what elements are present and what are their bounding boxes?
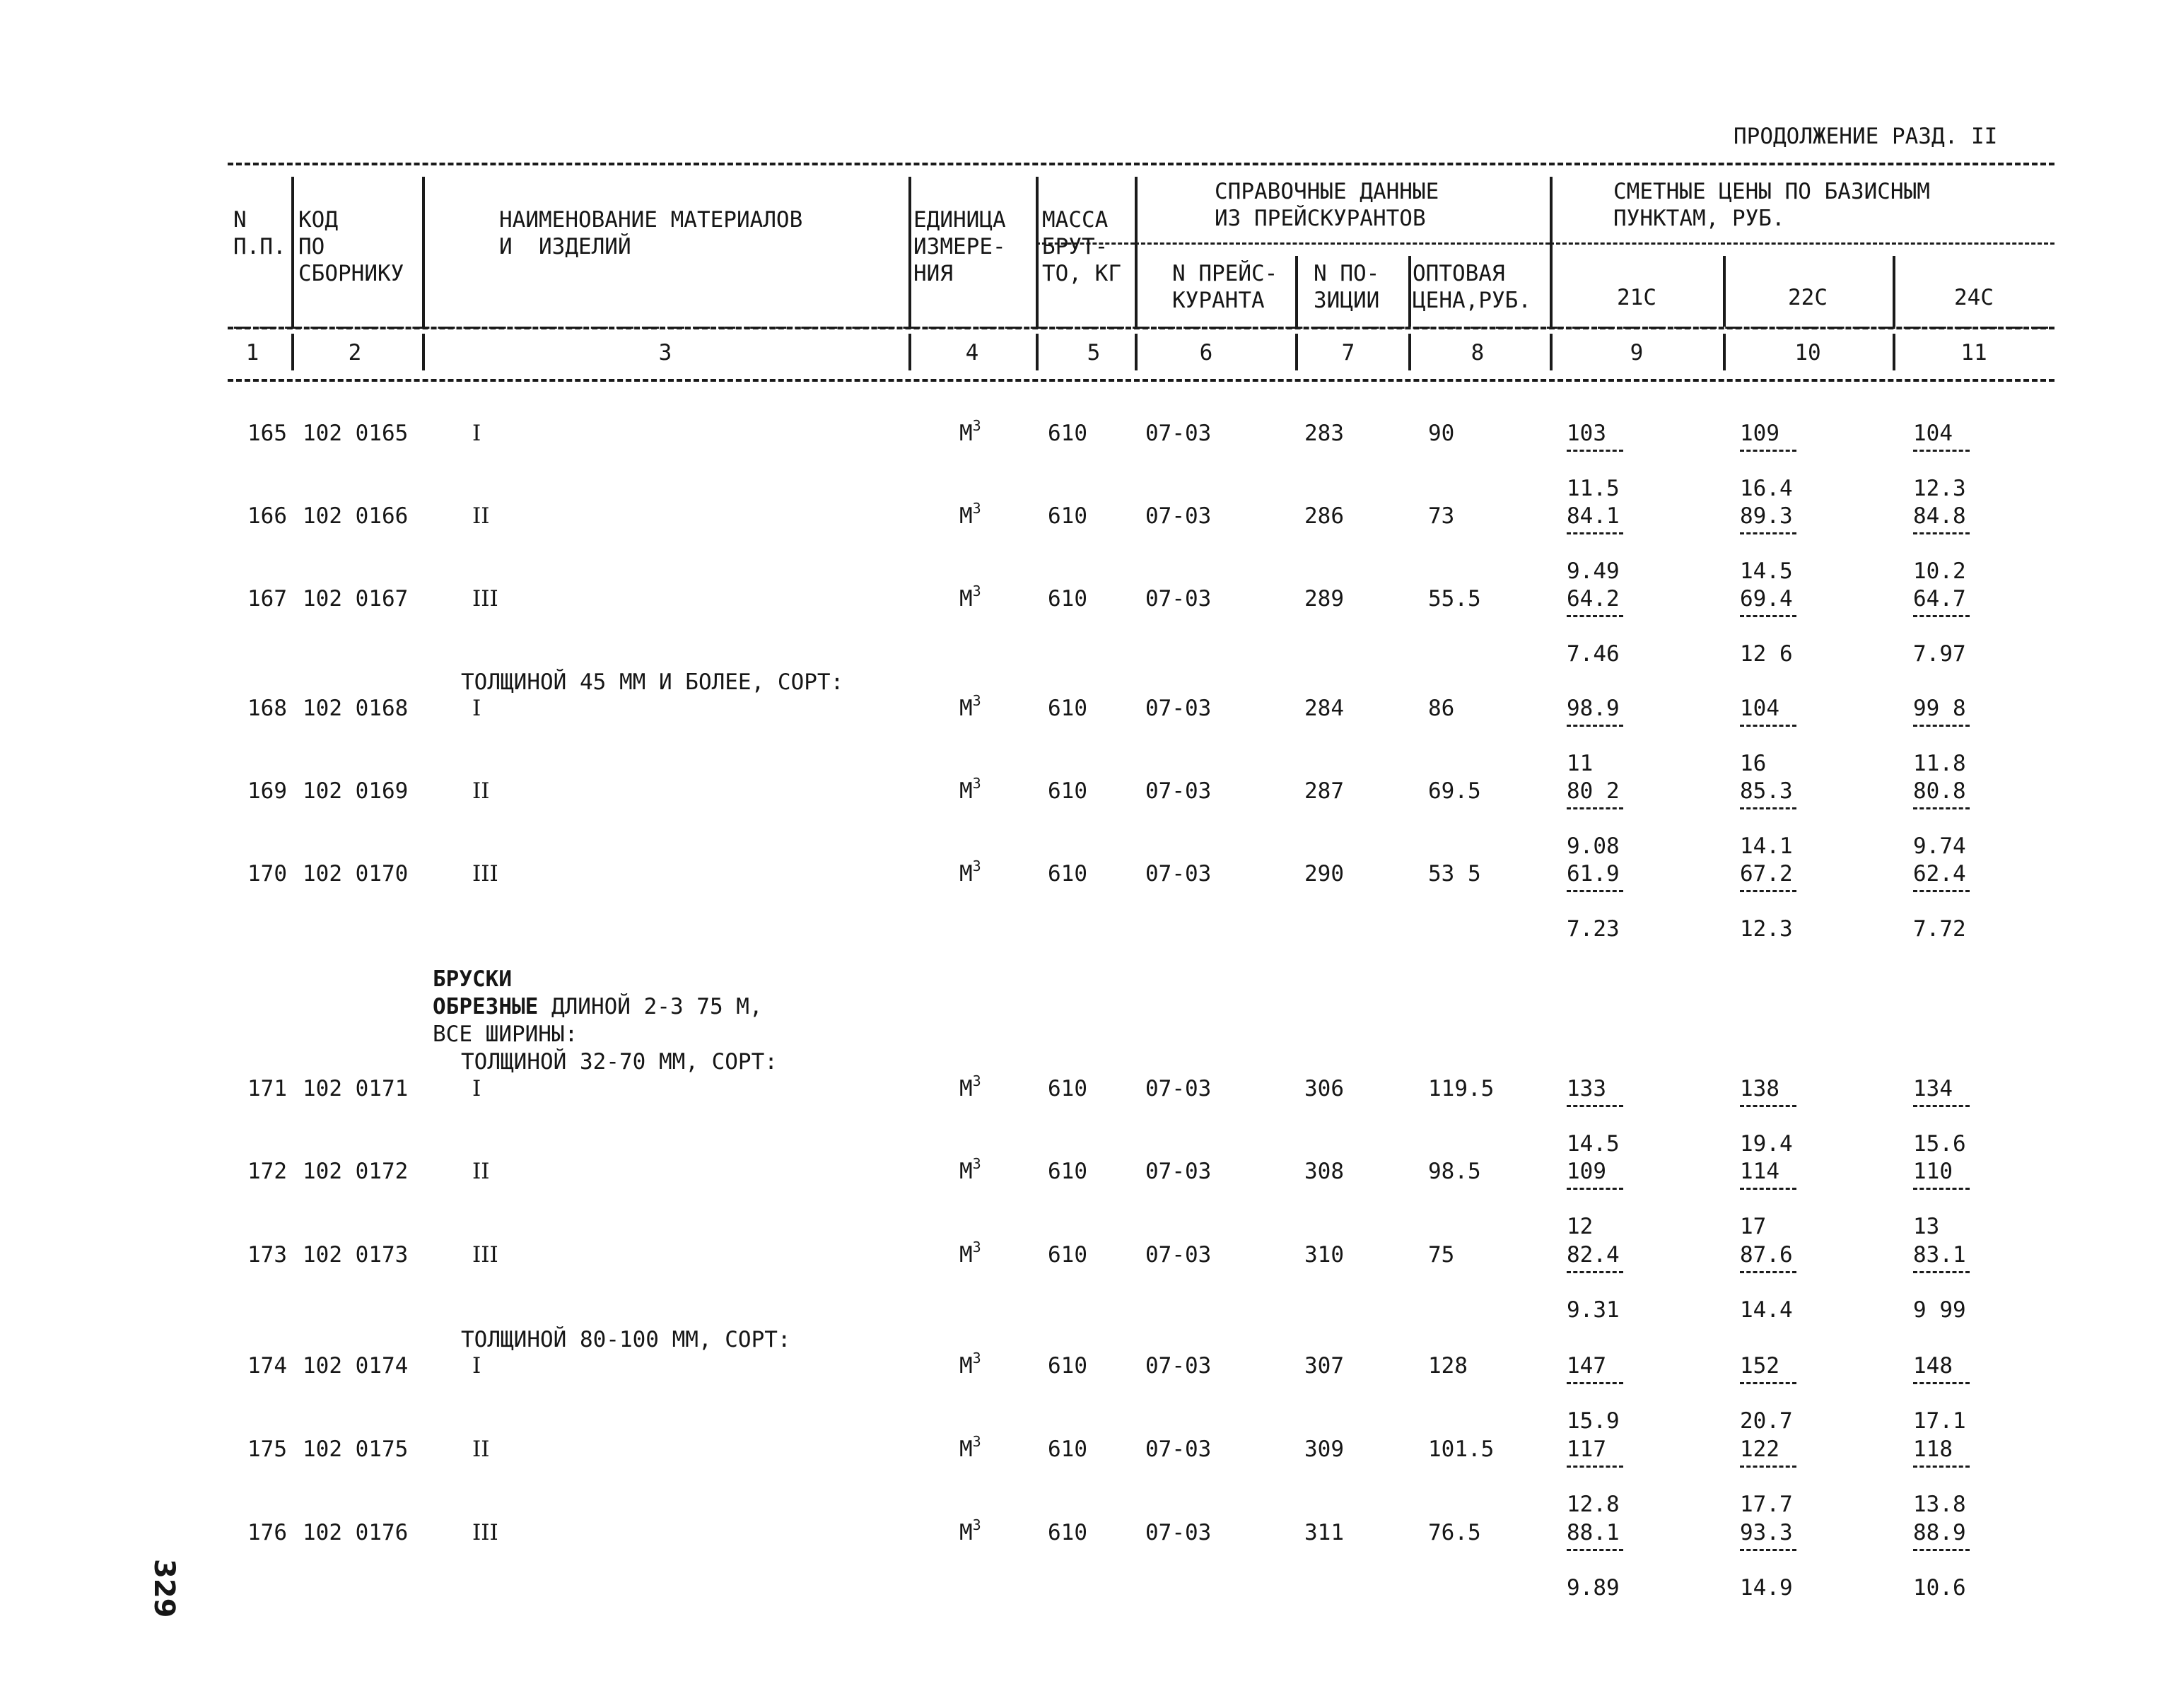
- row-unit: [959, 1350, 981, 1379]
- number-row-divider: [1550, 334, 1553, 370]
- fraction-bar: [1913, 890, 1970, 892]
- price-numerator: 88.1: [1567, 1520, 1620, 1545]
- row-pricelist: 07-03: [1145, 586, 1212, 612]
- header-divider: [1408, 256, 1411, 327]
- row-number: 165: [247, 421, 287, 446]
- column-number: 8: [1471, 340, 1485, 365]
- price-numerator: 80 2: [1567, 778, 1620, 804]
- row-mass: 610: [1048, 503, 1087, 529]
- header-divider: [422, 177, 425, 327]
- fraction-bar: [1740, 1549, 1796, 1551]
- unit-base: М: [959, 696, 973, 721]
- unit-superscript: 3: [972, 1239, 981, 1256]
- section-note: ТОЛЩИНОЙ 80-100 ММ, СОРТ:: [461, 1327, 791, 1352]
- row-wholesale-price: 53 5: [1428, 861, 1481, 887]
- price-denominator: 17: [1740, 1214, 1767, 1239]
- price-numerator: 133: [1567, 1076, 1606, 1101]
- fraction-bar: [1567, 1549, 1623, 1551]
- fraction-bar: [1567, 807, 1623, 809]
- unit-superscript: 3: [972, 500, 981, 517]
- row-unit: [959, 1155, 981, 1184]
- fraction-bar: [1567, 1188, 1623, 1190]
- price-denominator: 7.46: [1567, 641, 1620, 667]
- unit-superscript: 3: [972, 583, 981, 599]
- row-name: II: [472, 503, 490, 529]
- row-code: 102 0172: [303, 1159, 409, 1184]
- fraction-bar: [1740, 1382, 1796, 1384]
- row-mass: 610: [1048, 1353, 1087, 1379]
- row-name: I: [472, 421, 481, 446]
- row-unit: [959, 583, 981, 612]
- header-cell: ОПТОВАЯ ЦЕНА,РУБ.: [1413, 261, 1531, 313]
- row-name: III: [472, 861, 498, 887]
- header-divider: [908, 177, 911, 327]
- row-code: 102 0173: [303, 1242, 409, 1268]
- row-name: III: [472, 586, 498, 612]
- section-line: [433, 996, 763, 1018]
- price-denominator: 11.8: [1913, 751, 1966, 776]
- price-numerator: 147: [1567, 1353, 1606, 1379]
- price-numerator: 89.3: [1740, 503, 1793, 529]
- fraction-bar: [1740, 1105, 1796, 1107]
- continuation-label: ПРОДОЛЖЕНИЕ РАЗД. II: [1734, 124, 1998, 149]
- column-number: 10: [1794, 340, 1821, 365]
- price-denominator: 9 99: [1913, 1297, 1966, 1323]
- row-position: 307: [1304, 1353, 1344, 1379]
- fraction-bar: [1740, 890, 1796, 892]
- row-wholesale-price: 101.5: [1428, 1437, 1495, 1462]
- price-numerator: 80.8: [1913, 778, 1966, 804]
- column-number: 4: [965, 340, 979, 365]
- price-numerator: 83.1: [1913, 1242, 1966, 1268]
- row-wholesale-price: 90: [1428, 421, 1455, 446]
- price-numerator: 64.7: [1913, 586, 1966, 612]
- fraction-bar: [1740, 1271, 1796, 1273]
- row-wholesale-price: 128: [1428, 1353, 1468, 1379]
- row-wholesale-price: 76.5: [1428, 1520, 1481, 1545]
- number-row-rule: [228, 327, 2054, 329]
- row-unit: [959, 858, 981, 887]
- price-denominator: 14.9: [1740, 1575, 1793, 1601]
- row-number: 175: [247, 1437, 287, 1462]
- price-numerator: 99 8: [1913, 696, 1966, 721]
- fraction-bar: [1740, 1188, 1796, 1190]
- fraction-bar: [1740, 1466, 1796, 1468]
- row-wholesale-price: 119.5: [1428, 1076, 1495, 1101]
- header-divider: [291, 177, 294, 327]
- fraction-bar: [1913, 532, 1970, 534]
- row-name: II: [472, 1159, 490, 1184]
- row-code: 102 0168: [303, 696, 409, 721]
- row-unit: [959, 775, 981, 804]
- fraction-bar: [1567, 1105, 1623, 1107]
- unit-superscript: 3: [972, 1155, 981, 1172]
- price-denominator: 10.6: [1913, 1575, 1966, 1601]
- header-divider: [1893, 256, 1895, 327]
- header-cell: КОД ПО СБОРНИКУ: [298, 207, 404, 286]
- row-number: 176: [247, 1520, 287, 1545]
- price-numerator: 84.1: [1567, 503, 1620, 529]
- row-mass: 610: [1048, 1242, 1087, 1268]
- price-numerator: 109: [1567, 1159, 1606, 1184]
- price-numerator: 93.3: [1740, 1520, 1793, 1545]
- number-row-divider: [1036, 334, 1039, 370]
- row-position: 310: [1304, 1242, 1344, 1268]
- row-number: 172: [247, 1159, 287, 1184]
- unit-base: М: [959, 1242, 973, 1268]
- header-bottom-rule: [228, 379, 2054, 382]
- row-position: 306: [1304, 1076, 1344, 1101]
- price-numerator: 82.4: [1567, 1242, 1620, 1268]
- unit-superscript: 3: [972, 1433, 981, 1450]
- header-divider: [1295, 256, 1298, 327]
- price-denominator: 14.4: [1740, 1297, 1793, 1323]
- price-numerator: 104: [1740, 696, 1779, 721]
- row-mass: 610: [1048, 586, 1087, 612]
- fraction-bar: [1913, 1466, 1970, 1468]
- column-number: 7: [1341, 340, 1355, 365]
- row-mass: 610: [1048, 1437, 1087, 1462]
- fraction-bar: [1740, 807, 1796, 809]
- price-numerator: 64.2: [1567, 586, 1620, 612]
- column-number: 9: [1630, 340, 1644, 365]
- row-number: 174: [247, 1353, 287, 1379]
- row-unit: [959, 1516, 981, 1545]
- price-denominator: 17.7: [1740, 1492, 1793, 1517]
- header-cell: N ПО- ЗИЦИИ: [1314, 261, 1380, 313]
- row-position: 308: [1304, 1159, 1344, 1184]
- row-number: 170: [247, 861, 287, 887]
- row-wholesale-price: 73: [1428, 503, 1455, 529]
- price-denominator: 14.5: [1567, 1131, 1620, 1157]
- header-cell: N П.П.: [233, 207, 286, 259]
- fraction-bar: [1740, 450, 1796, 452]
- row-name: III: [472, 1520, 498, 1545]
- header-cell: ЕДИНИЦА ИЗМЕРЕ- НИЯ: [913, 207, 1006, 286]
- row-position: 287: [1304, 778, 1344, 804]
- row-position: 309: [1304, 1437, 1344, 1462]
- fraction-bar: [1567, 890, 1623, 892]
- row-wholesale-price: 69.5: [1428, 778, 1481, 804]
- fraction-bar: [1567, 1466, 1623, 1468]
- price-denominator: 12.3: [1740, 916, 1793, 942]
- fraction-bar: [1913, 1271, 1970, 1273]
- fraction-bar: [1913, 615, 1970, 617]
- row-pricelist: 07-03: [1145, 1353, 1212, 1379]
- fraction-bar: [1740, 615, 1796, 617]
- unit-base: М: [959, 1353, 973, 1379]
- price-denominator: 16.4: [1740, 476, 1793, 501]
- number-row-divider: [422, 334, 425, 370]
- row-pricelist: 07-03: [1145, 696, 1212, 721]
- row-name: III: [472, 1242, 498, 1268]
- row-wholesale-price: 98.5: [1428, 1159, 1481, 1184]
- row-position: 283: [1304, 421, 1344, 446]
- row-pricelist: 07-03: [1145, 1159, 1212, 1184]
- price-numerator: 148: [1913, 1353, 1953, 1379]
- row-pricelist: 07-03: [1145, 861, 1212, 887]
- unit-base: М: [959, 503, 973, 529]
- row-name: I: [472, 1076, 481, 1101]
- fraction-bar: [1740, 532, 1796, 534]
- header-cell: N ПРЕЙС- КУРАНТА: [1172, 261, 1278, 313]
- row-unit: [959, 500, 981, 529]
- column-number: 1: [245, 340, 259, 365]
- price-numerator: 104: [1913, 421, 1953, 446]
- price-denominator: 14.1: [1740, 833, 1793, 859]
- price-numerator: 152: [1740, 1353, 1779, 1379]
- number-row-divider: [1408, 334, 1411, 370]
- row-code: 102 0165: [303, 421, 409, 446]
- price-numerator: 84.8: [1913, 503, 1966, 529]
- row-unit: [959, 1239, 981, 1268]
- row-position: 311: [1304, 1520, 1344, 1545]
- fraction-bar: [1913, 1105, 1970, 1107]
- section-note: ТОЛЩИНОЙ 45 ММ И БОЛЕЕ, СОРТ:: [461, 669, 844, 695]
- row-number: 169: [247, 778, 287, 804]
- price-denominator: 10.2: [1913, 558, 1966, 584]
- price-denominator: 13.8: [1913, 1492, 1966, 1517]
- price-numerator: 98.9: [1567, 696, 1620, 721]
- row-position: 290: [1304, 861, 1344, 887]
- header-divider: [1135, 177, 1138, 327]
- price-denominator: 13: [1913, 1214, 1940, 1239]
- fraction-bar: [1567, 532, 1623, 534]
- header-cell-24c: 24С: [1954, 285, 1994, 310]
- row-pricelist: 07-03: [1145, 778, 1212, 804]
- row-mass: 610: [1048, 1076, 1087, 1101]
- unit-base: М: [959, 586, 973, 612]
- fraction-bar: [1913, 725, 1970, 727]
- row-code: 102 0167: [303, 586, 409, 612]
- unit-superscript: 3: [972, 1350, 981, 1367]
- price-numerator: 118: [1913, 1437, 1953, 1462]
- row-unit: [959, 1433, 981, 1462]
- row-mass: 610: [1048, 778, 1087, 804]
- price-numerator: 109: [1740, 421, 1779, 446]
- price-denominator: 9.49: [1567, 558, 1620, 584]
- page-number: 329: [148, 1559, 180, 1618]
- row-code: 102 0174: [303, 1353, 409, 1379]
- price-denominator: 7.97: [1913, 641, 1966, 667]
- number-row-divider: [291, 334, 294, 370]
- number-row-divider: [1295, 334, 1298, 370]
- row-code: 102 0175: [303, 1437, 409, 1462]
- unit-superscript: 3: [972, 1516, 981, 1533]
- header-cell: МАССА БРУТ- ТО, КГ: [1042, 207, 1121, 286]
- row-wholesale-price: 86: [1428, 696, 1455, 721]
- unit-base: М: [959, 1076, 973, 1101]
- row-position: 286: [1304, 503, 1344, 529]
- number-row-divider: [908, 334, 911, 370]
- row-number: 171: [247, 1076, 287, 1101]
- unit-base: М: [959, 1520, 973, 1545]
- price-numerator: 122: [1740, 1437, 1779, 1462]
- row-mass: 610: [1048, 1159, 1087, 1184]
- fraction-bar: [1567, 725, 1623, 727]
- section-line-rest: ДЛИНОЙ 2-3 75 М,: [538, 994, 763, 1019]
- row-number: 173: [247, 1242, 287, 1268]
- price-numerator: 138: [1740, 1076, 1779, 1101]
- row-unit: [959, 692, 981, 721]
- row-position: 284: [1304, 696, 1344, 721]
- price-denominator: 16: [1740, 751, 1767, 776]
- fraction-bar: [1913, 1382, 1970, 1384]
- column-number: 5: [1087, 340, 1101, 365]
- fraction-bar: [1567, 615, 1623, 617]
- group-price-rule: [1550, 242, 2054, 245]
- price-denominator: 19.4: [1740, 1131, 1793, 1157]
- row-wholesale-price: 55.5: [1428, 586, 1481, 612]
- row-pricelist: 07-03: [1145, 1520, 1212, 1545]
- price-denominator: 7.72: [1913, 916, 1966, 942]
- header-cell: СМЕТНЫЕ ЦЕНЫ ПО БАЗИСНЫМ ПУНКТАМ, РУБ.: [1613, 179, 1930, 231]
- row-code: 102 0166: [303, 503, 409, 529]
- price-denominator: 11: [1567, 751, 1594, 776]
- number-row-divider: [1135, 334, 1138, 370]
- row-pricelist: 07-03: [1145, 1242, 1212, 1268]
- row-code: 102 0176: [303, 1520, 409, 1545]
- row-position: 289: [1304, 586, 1344, 612]
- unit-superscript: 3: [972, 858, 981, 875]
- number-row-divider: [1893, 334, 1895, 370]
- price-numerator: 117: [1567, 1437, 1606, 1462]
- row-pricelist: 07-03: [1145, 503, 1212, 529]
- row-mass: 610: [1048, 696, 1087, 721]
- price-denominator: 12.8: [1567, 1492, 1620, 1517]
- price-numerator: 67.2: [1740, 861, 1793, 887]
- fraction-bar: [1567, 1382, 1623, 1384]
- header-cell: НАИМЕНОВАНИЕ МАТЕРИАЛОВ И ИЗДЕЛИЙ: [499, 207, 803, 259]
- row-number: 167: [247, 586, 287, 612]
- row-name: I: [472, 696, 481, 721]
- fraction-bar: [1913, 1549, 1970, 1551]
- header-divider: [1723, 256, 1726, 327]
- price-numerator: 134: [1913, 1076, 1953, 1101]
- unit-base: М: [959, 1159, 973, 1184]
- row-wholesale-price: 75: [1428, 1242, 1455, 1268]
- row-pricelist: 07-03: [1145, 421, 1212, 446]
- number-row-divider: [1723, 334, 1726, 370]
- header-top-rule: [228, 163, 2054, 165]
- price-denominator: 9.08: [1567, 833, 1620, 859]
- header-cell-21c: 21С: [1617, 285, 1656, 310]
- unit-superscript: 3: [972, 1072, 981, 1089]
- fraction-bar: [1913, 1188, 1970, 1190]
- row-unit: [959, 1072, 981, 1101]
- price-denominator: 12: [1567, 1214, 1594, 1239]
- column-number: 3: [658, 340, 672, 365]
- price-numerator: 114: [1740, 1159, 1779, 1184]
- fraction-bar: [1913, 807, 1970, 809]
- row-pricelist: 07-03: [1145, 1076, 1212, 1101]
- column-number: 6: [1199, 340, 1213, 365]
- price-denominator: 20.7: [1740, 1408, 1793, 1434]
- row-mass: 610: [1048, 421, 1087, 446]
- group-ref-rule: [1135, 242, 1550, 245]
- price-numerator: 87.6: [1740, 1242, 1793, 1268]
- price-numerator: 88.9: [1913, 1520, 1966, 1545]
- row-code: 102 0169: [303, 778, 409, 804]
- fraction-bar: [1740, 725, 1796, 727]
- price-numerator: 69.4: [1740, 586, 1793, 612]
- fraction-bar: [1567, 450, 1623, 452]
- fraction-bar: [1913, 450, 1970, 452]
- price-denominator: 15.6: [1913, 1131, 1966, 1157]
- unit-base: М: [959, 861, 973, 887]
- unit-superscript: 3: [972, 775, 981, 792]
- price-numerator: 103: [1567, 421, 1606, 446]
- section-title: БРУСКИ: [433, 966, 512, 992]
- price-denominator: 17.1: [1913, 1408, 1966, 1434]
- unit-superscript: 3: [972, 417, 981, 434]
- section-line: ТОЛЩИНОЙ 32-70 ММ, СОРТ:: [461, 1049, 778, 1075]
- section-line: ВСЕ ШИРИНЫ:: [433, 1022, 578, 1047]
- row-name: II: [472, 778, 490, 804]
- price-denominator: 15.9: [1567, 1408, 1620, 1434]
- unit-superscript: 3: [972, 692, 981, 709]
- row-mass: 610: [1048, 1520, 1087, 1545]
- price-numerator: 62.4: [1913, 861, 1966, 887]
- price-denominator: 9.31: [1567, 1297, 1620, 1323]
- header-divider: [1036, 177, 1039, 327]
- price-numerator: 110: [1913, 1159, 1953, 1184]
- row-pricelist: 07-03: [1145, 1437, 1212, 1462]
- header-cell: СПРАВОЧНЫЕ ДАННЫЕ ИЗ ПРЕЙСКУРАНТОВ: [1215, 179, 1439, 231]
- column-number: 11: [1960, 340, 1987, 365]
- row-mass: 610: [1048, 861, 1087, 887]
- price-denominator: 12 6: [1740, 641, 1793, 667]
- row-code: 102 0170: [303, 861, 409, 887]
- price-denominator: 12.3: [1913, 476, 1966, 501]
- price-denominator: 9.74: [1913, 833, 1966, 859]
- price-denominator: 11.5: [1567, 476, 1620, 501]
- price-denominator: 14.5: [1740, 558, 1793, 584]
- price-denominator: 7.23: [1567, 916, 1620, 942]
- row-name: II: [472, 1437, 490, 1462]
- header-divider: [1550, 177, 1553, 327]
- header-cell-22c: 22С: [1788, 285, 1828, 310]
- row-unit: [959, 417, 981, 446]
- row-code: 102 0171: [303, 1076, 409, 1101]
- price-denominator: 9.89: [1567, 1575, 1620, 1601]
- row-name: I: [472, 1353, 481, 1379]
- price-numerator: 61.9: [1567, 861, 1620, 887]
- row-number: 168: [247, 696, 287, 721]
- column-number: 2: [348, 340, 362, 365]
- section-line-bold: ОБРЕЗНЫЕ: [433, 994, 539, 1019]
- row-number: 166: [247, 503, 287, 529]
- fraction-bar: [1567, 1271, 1623, 1273]
- unit-base: М: [959, 421, 973, 446]
- unit-base: М: [959, 778, 973, 804]
- price-numerator: 85.3: [1740, 778, 1793, 804]
- unit-base: М: [959, 1437, 973, 1462]
